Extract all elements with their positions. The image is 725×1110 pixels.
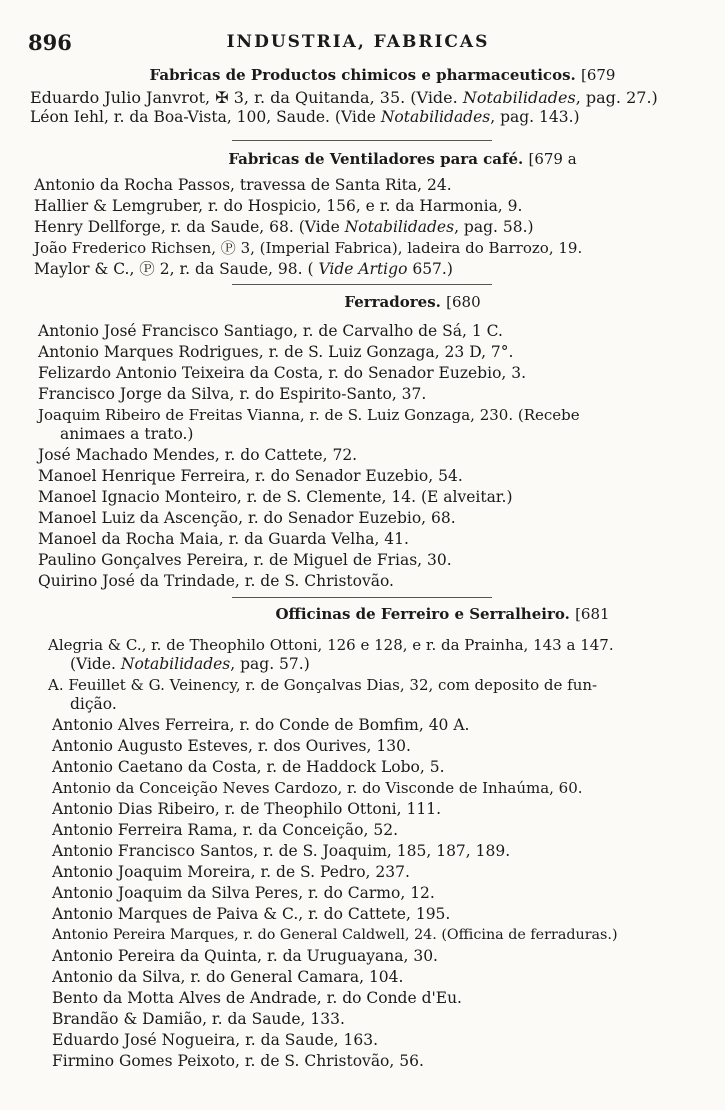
list-item: Antonio Ferreira Rama, r. da Conceição, 52.: [52, 821, 398, 839]
section-heading: [0, 605, 725, 623]
list-item: Hallier & Lemgruber, r. do Hospicio, 156, e r. da Harmonia, 9.: [34, 197, 523, 215]
list-item: Felizardo Antonio Teixeira da Costa, r. do Senador Euzebio, 3.: [38, 364, 527, 382]
list-item: Bento da Motta Alves de Andrade, r. do Conde d'Eu.: [52, 989, 462, 1007]
list-item: Quirino José da Trindade, r. de S. Christovão.: [38, 572, 394, 590]
list-item: A. Feuillet & G. Veinency, r. de Gonçalvas Dias, 32, com deposito de fun-: [48, 676, 598, 694]
list-item: Léon Iehl, r. da Boa-Vista, 100, Saude. (Vide Notabilidades, pag. 143.): [30, 108, 580, 126]
list-item: Antonio Dias Ribeiro, r. de Theophilo Ottoni, 111.: [52, 800, 442, 818]
list-item: Eduardo José Nogueira, r. da Saude, 163.: [52, 1031, 379, 1049]
section-title: Officinas de Ferreiro e Serralheiro.: [275, 605, 570, 623]
list-item-continuation: animaes a trato.): [60, 425, 194, 443]
section-ref: [679: [580, 66, 616, 84]
list-item: Antonio Joaquim Moreira, r. de S. Pedro, 237.: [52, 863, 410, 881]
list-item: Francisco Jorge da Silva, r. do Espirito-Santo, 37.: [38, 385, 427, 403]
list-item: Antonio Pereira Marques, r. do General Caldwell, 24. (Officina de ferraduras.): [52, 927, 618, 943]
list-item: Manoel Henrique Ferreira, r. do Senador Euzebio, 54.: [38, 467, 463, 485]
running-title: INDUSTRIA, FABRICAS: [226, 32, 490, 52]
section-title: Ferradores.: [344, 293, 441, 311]
list-item: Manoel da Rocha Maia, r. da Guarda Velha, 41.: [38, 530, 409, 548]
list-item: Antonio Caetano da Costa, r. de Haddock Lobo, 5.: [52, 758, 445, 776]
list-item: Joaquim Ribeiro de Freitas Vianna, r. de S. Luiz Gonzaga, 230. (Recebe: [38, 406, 580, 424]
list-item: Maylor & C., Ⓟ 2, r. da Saude, 98. ( Vide Artigo 657.): [34, 260, 453, 278]
list-item: Brandão & Damião, r. da Saude, 133.: [52, 1010, 345, 1028]
section-title: Fabricas de Productos chimicos e pharmaceuticos.: [149, 66, 576, 84]
list-item: Antonio Marques de Paiva & C., r. do Cattete, 195.: [52, 905, 451, 923]
section-divider: [232, 140, 492, 141]
list-item-continuation: (Vide. Notabilidades, pag. 57.): [70, 655, 310, 673]
list-item: Manoel Luiz da Ascenção, r. do Senador Euzebio, 68.: [38, 509, 456, 527]
list-item: Antonio Augusto Esteves, r. dos Ourives, 130.: [52, 737, 411, 755]
list-item: Manoel Ignacio Monteiro, r. de S. Clemente, 14. (E alveitar.): [38, 488, 513, 506]
section-ref: [679 a: [528, 150, 577, 168]
list-item: Antonio Alves Ferreira, r. do Conde de Bomfim, 40 A.: [52, 716, 470, 734]
section-ref: [681: [575, 605, 610, 623]
list-item-continuation: dição.: [70, 695, 117, 713]
page-number: 896: [28, 30, 72, 55]
list-item: Henry Dellforge, r. da Saude, 68. (Vide Notabilidades, pag. 58.): [34, 218, 534, 236]
section-heading: [0, 293, 725, 311]
list-item: João Frederico Richsen, Ⓟ 3, (Imperial Fabrica), ladeira do Barrozo, 19.: [34, 239, 583, 257]
list-item: Firmino Gomes Peixoto, r. de S. Christovão, 56.: [52, 1052, 424, 1070]
section-divider: [232, 597, 492, 598]
list-item: Antonio Marques Rodrigues, r. de S. Luiz Gonzaga, 23 D, 7°.: [38, 343, 514, 361]
section-heading: [0, 66, 725, 84]
list-item: José Machado Mendes, r. do Cattete, 72.: [38, 446, 358, 464]
list-item: Alegria & C., r. de Theophilo Ottoni, 126 e 128, e r. da Prainha, 143 a 147.: [48, 636, 614, 654]
list-item: Antonio da Silva, r. do General Camara, 104.: [52, 968, 404, 986]
list-item: Antonio da Conceição Neves Cardozo, r. do Visconde de Inhaúma, 60.: [52, 779, 583, 797]
section-heading: [0, 150, 725, 168]
list-item: Paulino Gonçalves Pereira, r. de Miguel de Frias, 30.: [38, 551, 452, 569]
list-item: Eduardo Julio Janvrot, ✠ 3, r. da Quitanda, 35. (Vide. Notabilidades, pag. 27.): [30, 88, 658, 107]
page-header: [28, 30, 688, 56]
section-divider: [232, 284, 492, 285]
list-item: Antonio da Rocha Passos, travessa de Santa Rita, 24.: [34, 176, 452, 194]
list-item: Antonio Francisco Santos, r. de S. Joaquim, 185, 187, 189.: [52, 842, 511, 860]
list-item: Antonio José Francisco Santiago, r. de Carvalho de Sá, 1 C.: [38, 322, 503, 340]
list-item: Antonio Joaquim da Silva Peres, r. do Carmo, 12.: [52, 884, 435, 902]
list-item: Antonio Pereira da Quinta, r. da Uruguayana, 30.: [52, 947, 438, 965]
section-ref: [680: [446, 293, 481, 311]
section-title: Fabricas de Ventiladores para café.: [228, 150, 524, 168]
